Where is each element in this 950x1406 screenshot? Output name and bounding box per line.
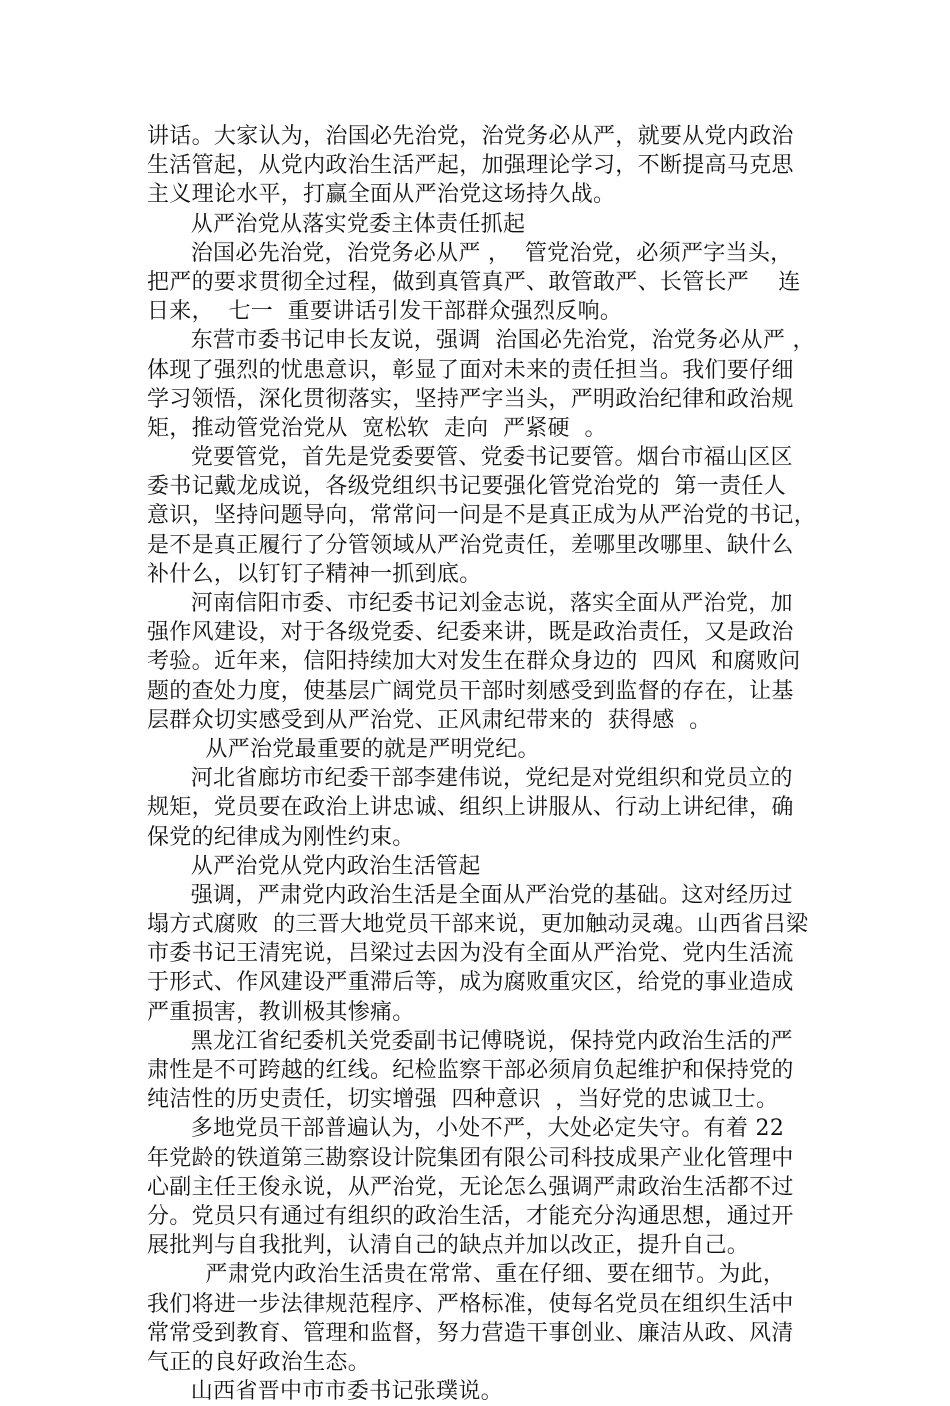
- text-line: 考验。近年来，信阳持续加大对发生在群众身边的 四风 和腐败问: [147, 649, 801, 675]
- text-line: 委书记戴龙成说，各级党组织书记要强化管党治党的 第一责任人: [147, 474, 786, 500]
- text-line: 年党龄的铁道第三勘察设计院集团有限公司科技成果产业化管理中: [147, 1145, 794, 1171]
- text-line: 生活管起，从党内政治生活严起，加强理论学习，不断提高马克思: [147, 153, 794, 179]
- text-line: 日来， 七一 重要讲话引发干部群众强烈反响。: [147, 299, 623, 325]
- text-line: 纯洁性的历史责任，切实增强 四种意识 ，当好党的忠诚卫士。: [147, 1087, 779, 1113]
- text-line: 气正的良好政治生态。: [147, 1349, 371, 1375]
- text-line: 题的查处力度，使基层广阔党员干部时刻感受到监督的存在，让基: [147, 678, 794, 704]
- text-line: 强调，严肃党内政治生活是全面从严治党的基础。这对经历过: [147, 882, 793, 908]
- text-line: 河北省廊坊市纪委干部李建伟说，党纪是对党组织和党员立的: [147, 766, 793, 792]
- text-line: 于形式、作风建设严重滞后等，成为腐败重灾区，给党的事业造成: [147, 970, 794, 996]
- text-line: 心副主任王俊永说，从严治党，无论怎么强调严肃政治生活都不过: [147, 1174, 794, 1200]
- text-line: 严肃党内政治生活贵在常常、重在仔细、要在细节。为此，: [147, 1262, 786, 1288]
- text-line: 我们将进一步法律规范程序、严格标准，使每名党员在组织生活中: [147, 1291, 794, 1317]
- text-line: 意识，坚持问题导向，常常问一问是不是真正成为从严治党的书记，: [147, 503, 817, 529]
- text-line: 严重损害，教训极其惨痛。: [147, 999, 415, 1025]
- article-body: [147, 122, 827, 1406]
- text-line: 讲话。大家认为，治国必先治党，治党务必从严，就要从党内政治: [147, 124, 794, 149]
- text-line: 规矩，党员要在政治上讲忠诚、组织上讲服从、行动上讲纪律，确: [147, 795, 794, 821]
- text-line: 市委书记王清宪说，吕梁过去因为没有全面从严治党、党内生活流: [147, 941, 794, 967]
- text-line: 从严治党从党内政治生活管起: [147, 853, 481, 879]
- text-line: 河南信阳市委、市纪委书记刘金志说，落实全面从严治党，加: [147, 591, 793, 616]
- text-line: 保党的纪律成为刚性约束。: [147, 824, 415, 850]
- text-line: 肃性是不可跨越的红线。纪检监察干部必须肩负起维护和保持党的: [147, 1058, 794, 1083]
- text-line: 山西省晋中市市委书记张璞说。: [147, 1379, 503, 1405]
- text-line: 补什么，以钉钉子精神一抓到底。: [147, 561, 482, 587]
- text-line: 党要管党，首先是党委要管、党委书记要管。烟台市福山区区: [147, 445, 793, 471]
- text-line: 把严的要求贯彻全过程，做到真管真严、敢管敢严、长管长严 连: [147, 269, 801, 295]
- text-line: 从严治党最重要的就是严明党纪。: [147, 736, 540, 762]
- text-line: 体现了强烈的忧患意识，彰显了面对未来的责任担当。我们要仔细: [147, 357, 794, 383]
- text-line: 矩，推动管党治党从 宽松软 走向 严紧硬 。: [147, 415, 607, 441]
- text-line: 层群众切实感受到从严治党、正风肃纪带来的 获得感 。: [147, 707, 712, 733]
- text-line: 学习领悟，深化贯彻落实，坚持严字当头，严明政治纪律和政治规: [147, 386, 794, 412]
- text-line: 东营市委书记申长友说，强调 治国必先治党，治党务必从严 ，: [147, 328, 815, 354]
- text-line: 多地党员干部普遍认为，小处不严，大处必定失守。有着 22: [147, 1116, 785, 1142]
- text-line: 常常受到教育、管理和监督，努力营造干事创业、廉洁从政、风清: [147, 1320, 794, 1346]
- text-line: 分。党员只有通过有组织的政治生活，才能充分沟通思想，通过开: [147, 1203, 794, 1229]
- text-line: 是不是真正履行了分管领域从严治党责任，差哪里改哪里、缺什么: [147, 532, 794, 558]
- text-line: 治国必先治党，治党务必从严 ， 管党治党，必须严字当头，: [147, 240, 793, 266]
- text-line: 主义理论水平，打赢全面从严治党这场持久战。: [147, 182, 616, 208]
- text-line: 塌方式腐败 的三晋大地党员干部来说，更加触动灵魂。山西省吕梁: [147, 912, 809, 938]
- text-line: 从严治党从落实党委主体责任抓起: [147, 211, 526, 237]
- text-line: 强作风建设，对于各级党委、纪委来讲，既是政治责任，又是政治: [147, 620, 794, 646]
- text-line: 黑龙江省纪委机关党委副书记傅晓说，保持党内政治生活的严: [147, 1028, 793, 1054]
- text-line: 展批判与自我批判，认清自己的缺点并加以改正，提升自己。: [147, 1233, 750, 1259]
